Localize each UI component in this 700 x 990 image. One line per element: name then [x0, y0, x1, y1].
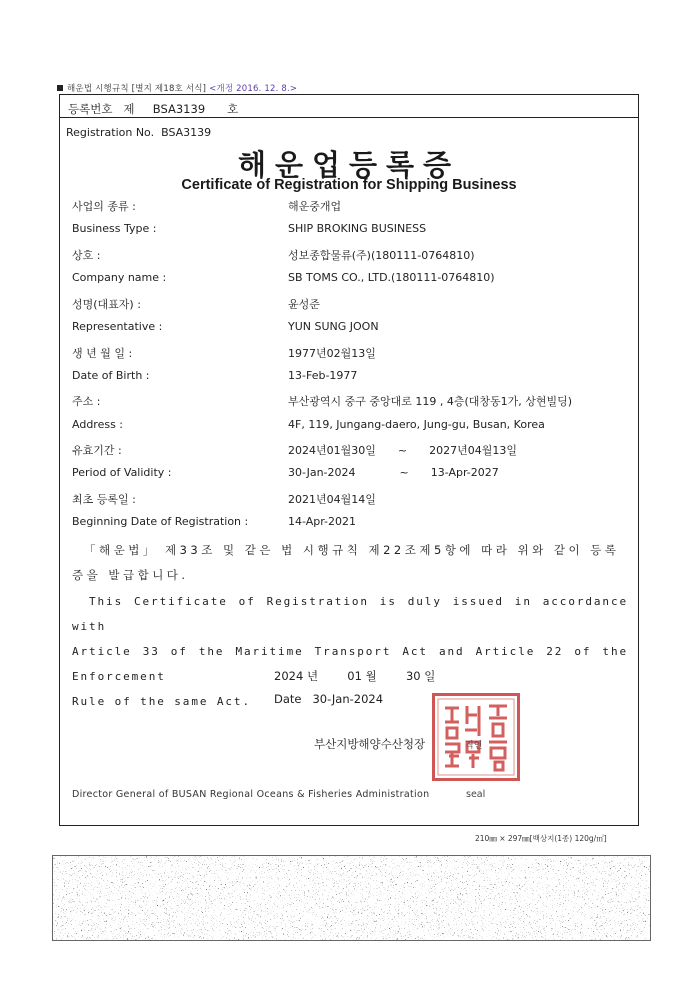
- registration-prefix: 제: [123, 102, 135, 116]
- issue-date-kr: [274, 668, 435, 684]
- issue-date-label: Date: [274, 692, 302, 706]
- issue-year: 2024: [274, 669, 304, 683]
- field-label: 사업의 종류 :: [72, 200, 136, 213]
- statement-kr-line1: 「해운법」 제33조 및 같은 법 시행규칙 제22조제5항에 따라 위와 같이 등록: [84, 543, 620, 557]
- field-label: Address :: [72, 418, 124, 431]
- registration-suffix: 호: [227, 102, 239, 116]
- field-value: 해운중개업: [288, 200, 342, 213]
- seal-mark: 직인: [465, 741, 483, 751]
- seal-glyphs-icon: [435, 696, 517, 778]
- field-value: 13-Feb-1977: [288, 369, 358, 382]
- issue-day-unit: 일: [424, 669, 436, 683]
- paper-spec: 210㎜ × 297㎜[백상지(1종) 120g/㎡]: [475, 834, 607, 843]
- registration-number-kr: [68, 101, 238, 117]
- title-korean: 해운업등록증: [237, 148, 461, 182]
- first-registration-value-kr: 2021년04월14일: [288, 493, 376, 506]
- seal-label-en: seal: [466, 789, 486, 800]
- issue-date-value: 30-Jan-2024: [312, 692, 384, 706]
- validity-to-en: 13-Apr-2027: [430, 466, 499, 479]
- divider: [60, 117, 638, 118]
- certificate-frame: [59, 94, 639, 826]
- validity-separator: ~: [397, 444, 408, 457]
- official-seal-stamp: [432, 693, 520, 781]
- field-value: YUN SUNG JOON: [288, 320, 379, 333]
- statement-en-line2: Article 33 of the Maritime Transport Act and Article 22 of the Enforcement: [72, 645, 628, 683]
- registration-label-en: Registration No.: [66, 126, 155, 139]
- validity-from-kr: 2024년01월30일: [288, 444, 376, 457]
- validity-separator: ~: [399, 466, 409, 479]
- first-registration-value-en: 14-Apr-2021: [288, 515, 357, 528]
- security-pattern-graphic: [53, 856, 650, 940]
- registration-label-kr: 등록번호: [68, 102, 113, 116]
- form-reference: [57, 82, 297, 94]
- field-label: 생 년 월 일 :: [72, 347, 133, 360]
- first-registration-label-en: Beginning Date of Registration :: [72, 515, 249, 528]
- first-registration-label-kr: 최초 등록일 :: [72, 493, 136, 506]
- field-value: 4F, 119, Jungang-daero, Jung-gu, Busan, Korea: [288, 418, 545, 431]
- statement-en-line1: This Certificate of Registration is duly issued in accordance with: [72, 595, 628, 633]
- validity-to-kr: 2027년04월13일: [429, 444, 517, 457]
- field-label: Company name :: [72, 271, 167, 284]
- validity-value-kr: [288, 442, 517, 458]
- title-english: Certificate of Registration for Shipping Business: [181, 177, 517, 193]
- validity-label-en: Period of Validity :: [72, 466, 172, 479]
- field-label: 상호 :: [72, 249, 101, 262]
- issuer-name-en: Director General of BUSAN Regional Oceans & Fisheries Administration: [72, 789, 430, 800]
- field-label: Business Type :: [72, 222, 157, 235]
- issue-month: 01: [347, 669, 362, 683]
- statement-kr-line2: 증을 발급합니다.: [72, 568, 189, 582]
- field-label: 주소 :: [72, 395, 101, 408]
- registration-number-en-value: BSA3139: [161, 126, 212, 139]
- issue-year-unit: 년: [306, 669, 319, 683]
- field-value: 부산광역시 중구 중앙대로 119 , 4층(대창동1가, 상현빌딩): [288, 395, 573, 408]
- field-value: 1977년02월13일: [288, 347, 376, 360]
- validity-from-en: 30-Jan-2024: [288, 466, 356, 479]
- registration-number: BSA3139: [152, 102, 206, 116]
- field-value: SHIP BROKING BUSINESS: [288, 222, 427, 235]
- field-label: Date of Birth :: [72, 369, 150, 382]
- issue-day: 30: [405, 669, 421, 683]
- statement-korean: [72, 538, 628, 588]
- field-value: 윤성준: [288, 298, 320, 311]
- statement-en-line3: Rule of the same Act.: [72, 695, 251, 708]
- field-label: 성명(대표자) :: [72, 298, 141, 311]
- field-value: 성보종합물류(주)(180111-0764810): [288, 249, 475, 262]
- issue-date-en: [274, 692, 383, 706]
- issuer-name-kr: 부산지방해양수산청장: [314, 737, 426, 751]
- security-noise-pattern: [52, 855, 651, 941]
- field-label: Representative :: [72, 320, 163, 333]
- square-bullet-icon: [57, 85, 63, 91]
- field-value: SB TOMS CO., LTD.(180111-0764810): [288, 271, 495, 284]
- form-ref-text: 해운법 시행규칙 [별지 제18호 서식]: [67, 84, 207, 94]
- registration-number-en: [66, 126, 211, 139]
- validity-value-en: [288, 466, 499, 479]
- issue-month-unit: 월: [365, 669, 377, 683]
- revision-text: <개정 2016. 12. 8.>: [209, 84, 298, 94]
- validity-label-kr: 유효기간 :: [72, 444, 122, 457]
